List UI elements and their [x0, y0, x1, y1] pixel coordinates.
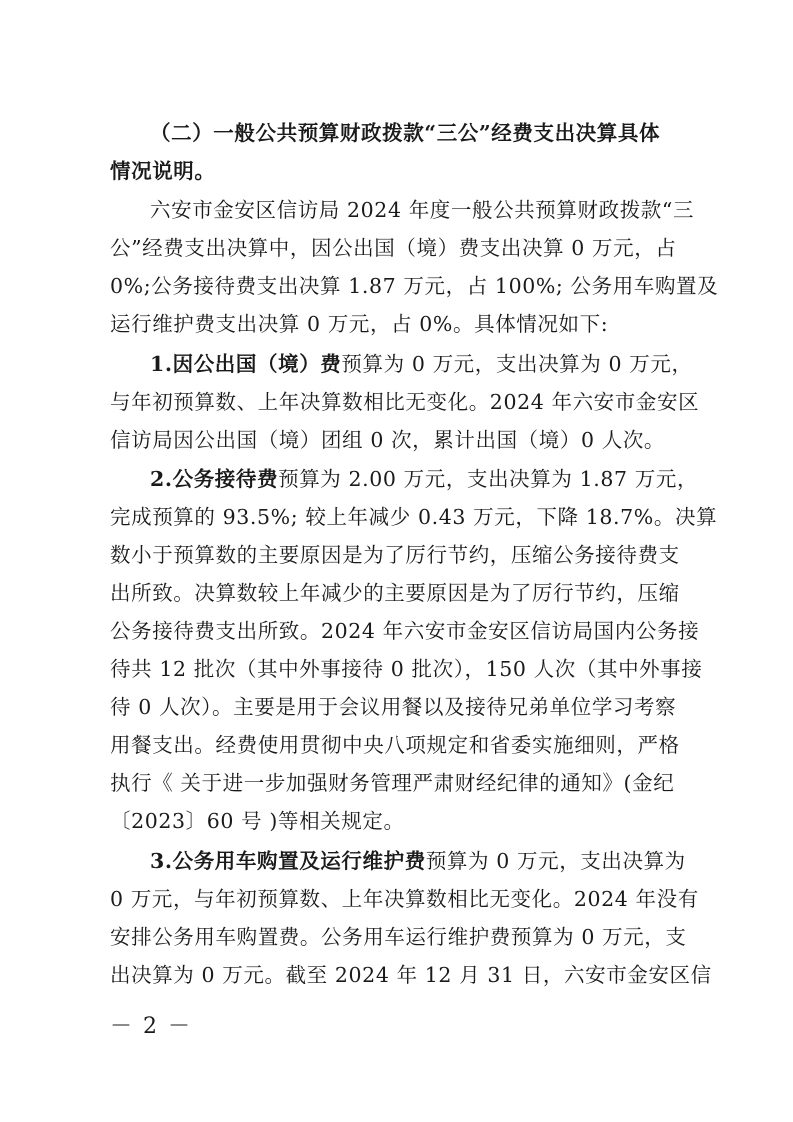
item2-line-1-rest: 预算为 2.00 万元，支出决算为 1.87 万元， — [278, 467, 699, 491]
item1-title: 1.因公出国（境）费 — [150, 352, 342, 376]
page-number: － 2 － — [110, 1014, 192, 1039]
section-heading-line-2: 情况说明。 — [110, 159, 216, 183]
overview-line-4: 运行维护费支出决算 0 万元，占 0%。具体情况如下: — [110, 312, 609, 336]
item3-line-1 — [150, 842, 690, 880]
item3-line-4: 出决算为 0 万元。截至 2024 年 12 月 31 日，六安市金安区信 — [110, 963, 712, 987]
item1-line-1-rest: 预算为 0 万元，支出决算为 0 万元， — [341, 352, 693, 376]
item2-line-2: 完成预算的 93.5%; 较上年减少 0.43 万元，下降 18.7%。决算 — [110, 505, 718, 529]
item2-line-1 — [150, 460, 699, 498]
section-heading-line-1: （二）一般公共预算财政拨款“三公”经费支出决算具体 — [150, 121, 661, 145]
item3-title: 3.公务用车购置及运行维护费 — [150, 849, 426, 873]
item2-line-6: 待共 12 批次（其中外事接待 0 批次），150 人次（其中外事接 — [110, 657, 703, 681]
item3-line-3: 安排公务用车购置费。公务用车运行维护费预算为 0 万元，支 — [110, 925, 687, 949]
item1-line-1 — [150, 345, 693, 383]
overview-line-3: 0%;公务接待费支出决算 1.87 万元，占 100%; 公务用车购置及 — [110, 274, 719, 298]
item2-line-8: 用餐支出。经费使用贯彻中央八项规定和省委实施细则，严格 — [110, 733, 680, 757]
item2-line-9: 执行《 关于进一步加强财务管理严肃财经纪律的通知》(金纪 — [110, 771, 675, 795]
item2-line-5: 公务接待费支出所致。2024 年六安市金安区信访局国内公务接 — [110, 619, 700, 643]
item3-line-1-rest: 预算为 0 万元，支出决算为 — [425, 849, 686, 873]
item2-line-7: 待 0 人次）。主要是用于会议用餐以及接待兄弟单位学习考察 — [110, 695, 677, 719]
item3-line-2: 0 万元，与年初预算数、上年决算数相比无变化。2024 年没有 — [110, 887, 699, 911]
overview-line-1: 六安市金安区信访局 2024 年度一般公共预算财政拨款“三 — [150, 198, 695, 222]
item2-title: 2.公务接待费 — [150, 467, 279, 491]
item2-line-10: 〔2023〕60 号 )等相关规定。 — [110, 809, 405, 833]
item1-line-2: 与年初预算数、上年决算数相比无变化。2024 年六安市金安区 — [110, 390, 700, 414]
item2-line-3: 数小于预算数的主要原因是为了厉行节约，压缩公务接待费支 — [110, 543, 680, 567]
item2-line-4: 出所致。决算数较上年减少的主要原因是为了厉行节约，压缩 — [110, 581, 680, 605]
item1-line-3: 信访局因公出国（境）团组 0 次，累计出国（境）0 人次。 — [110, 428, 666, 452]
overview-line-2: 公”经费支出决算中，因公出国（境）费支出决算 0 万元，占 — [110, 236, 677, 260]
